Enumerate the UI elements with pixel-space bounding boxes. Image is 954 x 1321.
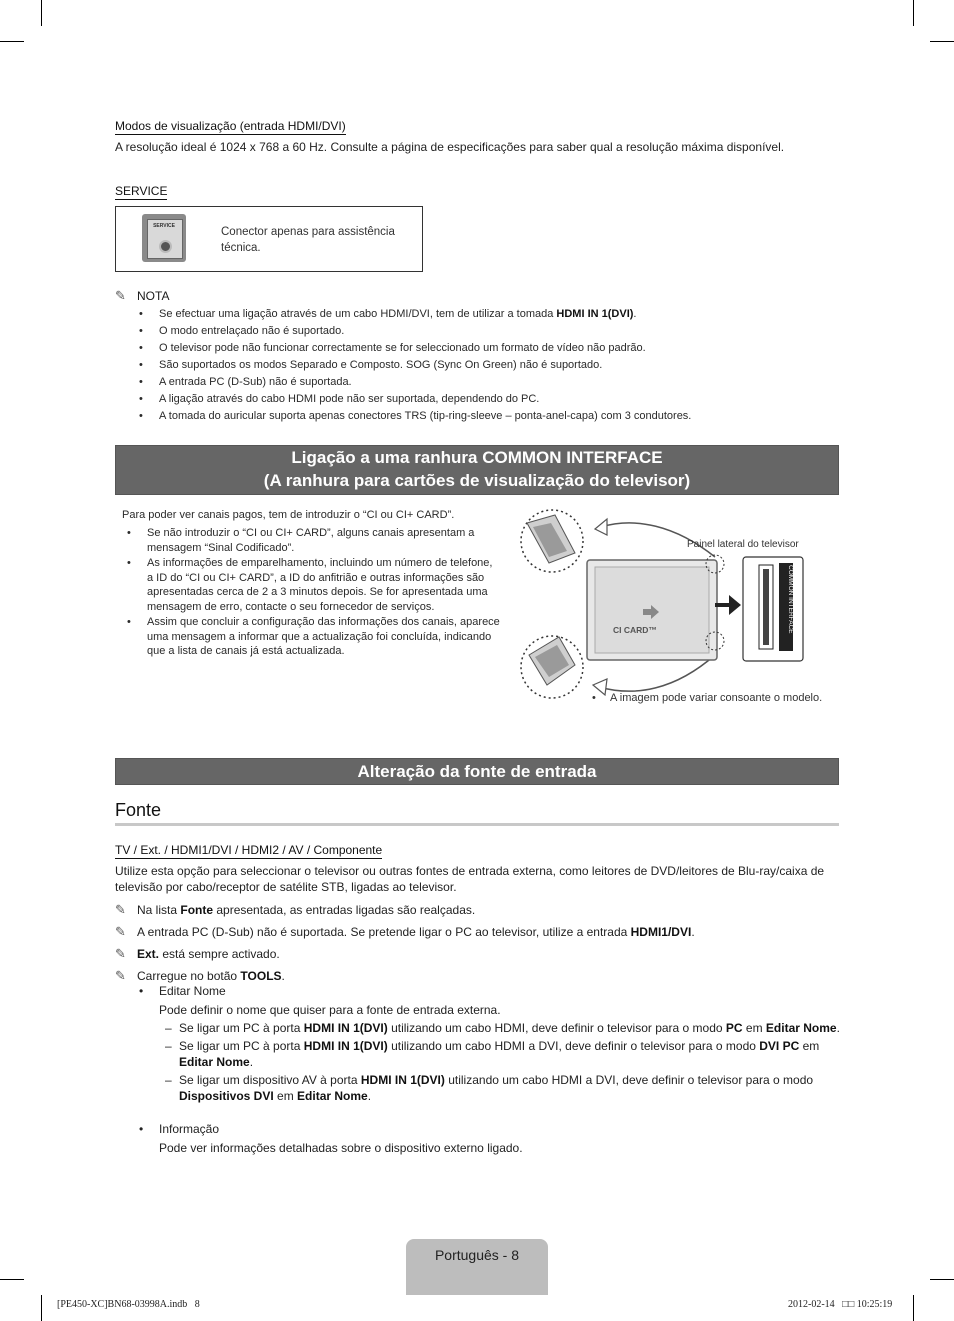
crop-mark xyxy=(41,0,42,26)
source-notes xyxy=(115,899,840,987)
nota-list xyxy=(115,306,835,425)
ci-card-label: CI CARD™ xyxy=(613,625,657,635)
crop-mark xyxy=(930,1279,954,1280)
list-item: • A entrada PC (D-Sub) não é suportada. xyxy=(115,374,835,391)
list-item: • As informações de emparelhamento, incluindo um número de telefone, a ID do “CI ou CI+ CARD”, a ID do anfitrião e outras informações são apresentadas cerca de 2 a 3 minutos depois. Se for apresentada uma mensagem de erro, contacte o seu fornecedor de serviços. xyxy=(127,557,493,613)
pencil-icon: ✎ xyxy=(115,968,126,983)
file-info: [PE450-XC]BN68-03998A.indb 8 xyxy=(57,1299,200,1310)
note-item: ✎ Na lista Fonte apresentada, as entradas ligadas são realçadas. xyxy=(115,899,840,921)
pencil-icon: ✎ xyxy=(115,946,126,961)
slot-label: COMMON INTERFACE xyxy=(787,565,794,634)
pencil-icon: ✎ xyxy=(115,902,126,917)
note-item: ✎ Carregue no botão TOOLS. xyxy=(115,965,840,987)
hdmi-modes-heading: Modos de visualização (entrada HDMI/DVI) xyxy=(115,119,346,133)
image-note: • A imagem pode variar consoante o modelo. xyxy=(592,692,823,704)
hdmi-modes-text: A resolução ideal é 1024 x 768 a 60 Hz. Consulte a página de especificações para saber qual a resolução máxima disponível. xyxy=(115,140,785,154)
service-box xyxy=(115,206,423,272)
list-item: • Assim que concluir a configuração das informações dos canais, aparece uma mensagem a informar que a actualização foi concluída, indicando que a lista de canais já está actualizada. xyxy=(127,616,500,657)
crop-mark xyxy=(913,0,914,26)
title-divider xyxy=(115,823,839,826)
nota-heading: ✎ NOTA xyxy=(115,288,170,303)
ci-card-diagram xyxy=(515,505,835,710)
list-item: • O televisor pode não funcionar correctamente se for seleccionado um formato de vídeo não padrão. xyxy=(115,340,835,357)
list-item: • Se não introduzir o “CI ou CI+ CARD”, alguns canais apresentam a mensagem “Sinal Codificado”. xyxy=(127,527,475,554)
arrow-right-icon xyxy=(715,595,741,615)
note-item: ✎ A entrada PC (D-Sub) não é suportada. Se pretende ligar o PC ao televisor, utilize a entrada HDMI1/DVI. xyxy=(115,921,840,943)
list-item: • São suportados os modos Separado e Composto. SOG (Sync On Green) não é suportado. xyxy=(115,357,835,374)
service-description: Conector apenas para assistência técnica. xyxy=(221,226,395,254)
edit-name-section: • Editar Nome Pode definir o nome que quiser para a fonte de entrada externa. – Se ligar um PC à porta HDMI IN 1(DVI) utilizando um cabo HDMI, deve definir o televisor para o modo PC em Editar Nome. – Se ligar um PC à porta HDMI IN 1(DVI) utilizando um cabo HDMI a DVI, deve definir o televisor para o modo DVI PC em Editar Nome. – Se ligar um dispositivo AV à porta HDMI IN 1(DVI) utilizando um cabo HDMI a DVI, deve definir o televisor para o modo Dispositivos DVI em Editar Nome. xyxy=(115,983,840,1104)
service-port-icon: SERVICE xyxy=(142,214,186,262)
ci-intro: Para poder ver canais pagos, tem de introduzir o “CI ou CI+ CARD”. xyxy=(122,509,455,521)
list-item: – Se ligar um dispositivo AV à porta HDMI IN 1(DVI) utilizando um cabo HDMI a DVI, deve definir o televisor para o modo Dispositivos DVI em Editar Nome. xyxy=(159,1072,840,1104)
crop-mark xyxy=(0,1279,24,1280)
list-item: – Se ligar um PC à porta HDMI IN 1(DVI) utilizando um cabo HDMI, deve definir o televisor para o modo PC em Editar Nome. xyxy=(159,1020,840,1036)
crop-mark xyxy=(41,1295,42,1321)
ci-bullets xyxy=(115,526,500,659)
crop-mark xyxy=(0,41,24,42)
ci-section-banner: Ligação a uma ranhura COMMON INTERFACE (A ranhura para cartões de visualização do televisor) xyxy=(115,445,839,495)
list-item: • Se efectuar uma ligação através de um cabo HDMI/DVI, tem de utilizar a tomada HDMI IN 1(DVI). xyxy=(115,306,835,323)
list-item: • O modo entrelaçado não é suportado. xyxy=(115,323,835,340)
side-panel-label: Painel lateral do televisor xyxy=(687,539,799,550)
info-section: • Informação Pode ver informações detalhadas sobre o dispositivo externo ligado. xyxy=(139,1122,523,1155)
arrow-head-icon xyxy=(595,519,607,535)
crop-mark xyxy=(930,41,954,42)
page-number-tab: Português - 8 xyxy=(406,1239,548,1295)
list-item: – Se ligar um PC à porta HDMI IN 1(DVI) utilizando um cabo HDMI a DVI, deve definir o televisor para o modo DVI PC em Editar Nome. xyxy=(159,1038,840,1070)
source-section-banner: Alteração da fonte de entrada xyxy=(115,758,839,785)
print-timestamp: 2012-02-14 □□ 10:25:19 xyxy=(788,1299,893,1310)
service-heading: SERVICE xyxy=(115,184,168,198)
list-item: • A ligação através do cabo HDMI pode não ser suportada, dependendo do PC. xyxy=(115,391,835,408)
pencil-icon: ✎ xyxy=(115,924,126,939)
source-description: Utilize esta opção para seleccionar o televisor ou outras fontes de entrada externa, como leitores de DVD/leitores de Blu-ray/caixa de televisão por cabo/receptor de satélite STB, ligadas ao televisor. xyxy=(115,864,825,894)
pencil-icon: ✎ xyxy=(115,288,126,303)
list-item: • A tomada do auricular suporta apenas conectores TRS (tip-ring-sleeve – ponta-anel-capa) com 3 condutores. xyxy=(115,408,835,425)
crop-mark xyxy=(913,1295,914,1321)
source-title: Fonte xyxy=(115,800,162,820)
note-item: ✎ Ext. está sempre activado. xyxy=(115,943,840,965)
source-path: TV / Ext. / HDMI1/DVI / HDMI2 / AV / Componente xyxy=(115,843,383,857)
